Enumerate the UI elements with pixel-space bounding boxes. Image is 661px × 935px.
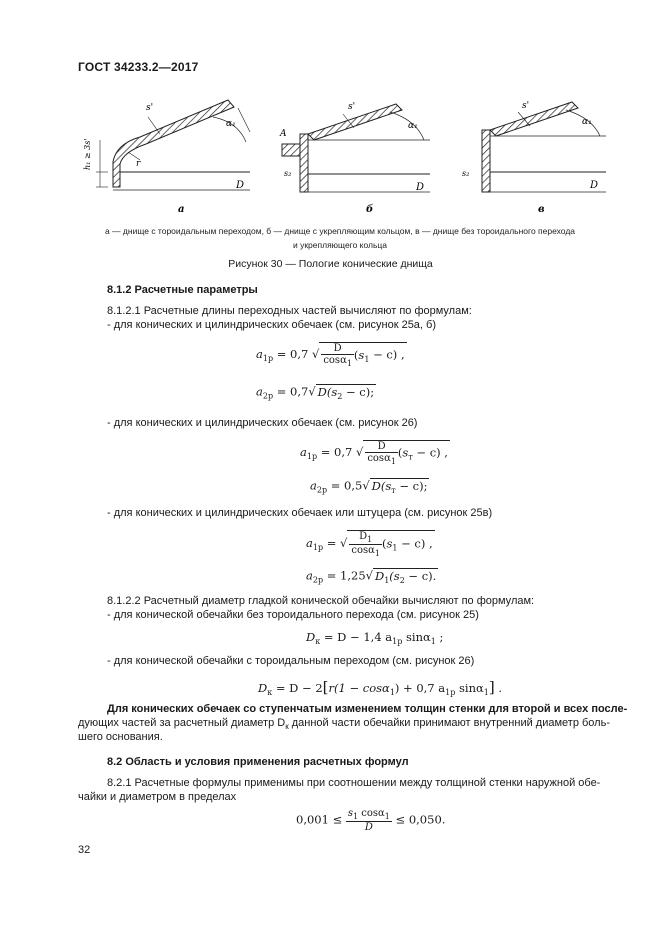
formula-dk-2: $D_к = D - 2[r(1 - \cos\alpha_1) + 0,7$ $a_{1р}$ sinα$_1$] . <box>258 678 503 697</box>
document-header: ГОСТ 34233.2—2017 <box>78 60 199 74</box>
svg-text:s₂: s₂ <box>284 169 292 178</box>
formula-a2p-3: $a_{2р} = 1,25√$ $D_1(s_2 - c)$. <box>306 568 437 585</box>
page-number: 32 <box>78 844 91 856</box>
paragraph: - для конической обечайки с тороидальным переходом (см. рисунок 26) <box>107 655 475 667</box>
svg-text:α₁: α₁ <box>582 117 592 127</box>
formula-range: 0,001 ≤ $\frac{s_1 \cos\alpha_1}{D}$ ≤ 0,050. <box>296 808 446 833</box>
paragraph: дующих частей за расчетный диаметр $D_к$ данной части обечайки принимают внутренний диаметр боль- <box>78 717 610 731</box>
formula-a1p-1: $a_{1р} = 0,7$ √ $\frac{D}{\cos\alpha_1}$ $(s_1 - c)$ , <box>256 343 405 368</box>
svg-text:s': s' <box>348 102 356 112</box>
paragraph: - для конической обечайки без тороидального перехода (см. рисунок 25) <box>107 609 479 621</box>
paragraph: 8.1.2.2 Расчетный диаметр гладкой конической обечайки вычисляют по формулам: <box>107 595 535 607</box>
svg-text:D: D <box>236 180 245 191</box>
paragraph: чайки и диаметром в пределах <box>78 791 237 803</box>
label-s-a: s' <box>146 103 154 113</box>
sketch-c <box>462 101 606 215</box>
figure-caption-line-1: а — днище с тороидальным переходом, б — днище с укрепляющим кольцом, в — днище без тороидального перехода <box>104 226 576 236</box>
figure-title: Рисунок 30 — Пологие конические днища <box>228 258 433 270</box>
svg-text:A: A <box>280 129 287 139</box>
svg-text:h₁ ≥ 3s': h₁ ≥ 3s' <box>83 138 92 170</box>
sketch-b <box>279 102 430 215</box>
svg-text:α₁: α₁ <box>408 121 418 131</box>
paragraph: 8.1.2.1 Расчетные длины переходных частей вычисляют по формулам: <box>107 305 472 317</box>
svg-text:r: r <box>136 159 141 169</box>
sketch-b-letter: б <box>366 204 374 215</box>
paragraph: шего основания. <box>78 731 163 743</box>
formula-a1p-2: $a_{1р} = 0,7$ √ $\frac{D}{\cos\alpha_1}$ $(s_т - c)$ , <box>300 441 448 466</box>
paragraph: - для конических и цилиндрических обечаек (см. рисунок 26) <box>107 417 418 429</box>
paragraph: - для конических и цилиндрических обечаек или штуцера (см. рисунок 25в) <box>107 507 493 519</box>
svg-text:s': s' <box>522 101 530 111</box>
svg-text:D: D <box>416 182 425 193</box>
figure-conical-heads <box>78 92 608 218</box>
paragraph: Для конических обечаек со ступенчатым изменением толщин стенки для второй и всех после- <box>107 703 628 715</box>
sketch-a-letter: а <box>178 204 185 215</box>
svg-text:s₂: s₂ <box>462 169 470 178</box>
formula-a2p-2: $a_{2р} = 0,5√$ $D(s_т - c)$; <box>310 478 428 495</box>
svg-text:α₁: α₁ <box>226 119 236 129</box>
paragraph: 8.2.1 Расчетные формулы применимы при соотношении между толщиной стенки наружной обе- <box>107 777 601 789</box>
formula-dk-1: $D_к = D - 1,4$ $a_{1р}$ sinα$_1$ ; <box>306 630 444 646</box>
section-heading-82: 8.2 Область и условия применения расчетных формул <box>107 756 409 768</box>
formula-a1p-3: $a_{1р}$ = √ $\frac{D_1}{\cos\alpha_1}$ $(s_1 - c)$ , <box>306 531 433 558</box>
svg-text:D: D <box>590 180 599 191</box>
paragraph: - для конических и цилиндрических обечаек (см. рисунок 25а, б) <box>107 319 437 331</box>
sketch-c-letter: в <box>538 204 545 215</box>
figure-caption-line-2: и укрепляющего кольца <box>292 240 388 250</box>
section-heading-812: 8.1.2 Расчетные параметры <box>107 284 258 296</box>
formula-a2p-1: $a_{2р} = 0,7√$ $D(s_2 - c)$; <box>256 384 375 401</box>
sketch-a <box>83 100 250 215</box>
